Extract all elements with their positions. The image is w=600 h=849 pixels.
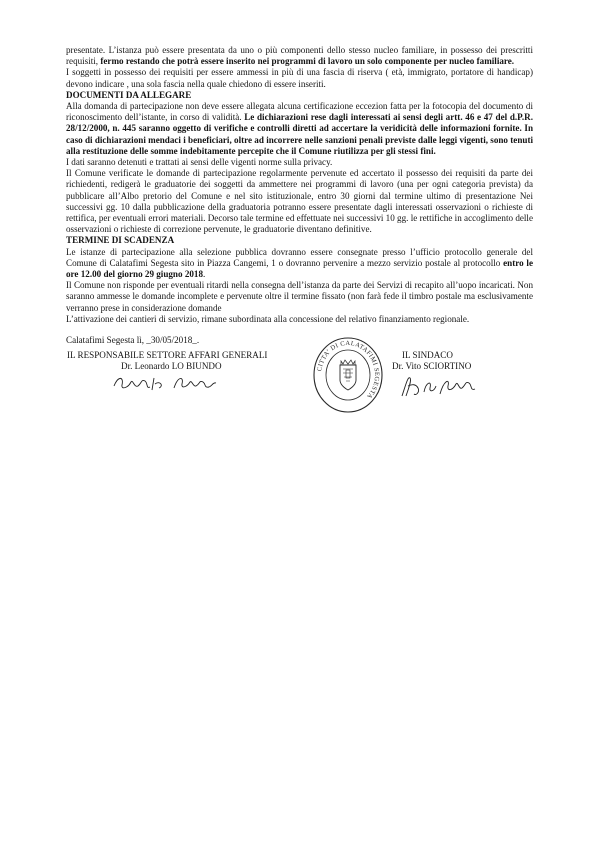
paragraph-privacy: I dati saranno detenuti e trattati ai sensi delle vigenti norme sulla privacy. [66,157,333,168]
paragraph-ritardi: Il Comune non risponde per eventuali ritardi nella consegna dell’istanza da parte dei Servizi di recapito all’uopo incaricati. Non saranno ammesse le domande incomplete e pervenute oltre il termine fissato (non farà fede il timbro postale ma esclusivamente verranno prese in considerazione domande [66,280,533,313]
date-line: Calatafimi Segesta lì, _30/05/2018_. [66,335,200,346]
paragraph-requisiti: presentate. L’istanza può essere presentata da uno o più componenti dello stesso nucleo familiare, in possesso dei prescritti requisiti, fermo restando che potrà essere inserito nei programmi di lavoro un solo componente per nucleo familiare. [66,45,533,67]
paragraph-graduatorie: Il Comune verificate le domande di partecipazione regolarmente pervenute ed accertato il possesso dei requisiti da parte dei richiedenti, redigerà le graduatorie dei soggetti da ammettere nei programmi di lavoro (una per ogni categoria prevista) da pubblicare all’Albo pretorio del Comune e nel sito istituzionale, entro 30 giorni dal termine ultimo di presentazione Nei successivi gg. 10 dalla pubblicazione della graduatoria potranno essere presentate dagli interessati osservazioni o richieste di rettifica, per eventuali errori materiali. Decorso tale termine ed effettuate nei successivi 10 gg. le rettifiche in accoglimento delle osservazioni o richieste di correzione pervenute, le graduatorie diventano definitive. [66,168,533,235]
municipal-seal [312,336,384,414]
signature-name: Dr. Leonardo LO BIUNDO [121,361,222,372]
paragraph-termine: Le istanze di partecipazione alla selezione pubblica dovranno essere consegnate presso l’ufficio protocollo generale del Comune di Calatafimi Segesta sito in Piazza Cangemi, 1 o dovranno pervenire a mezzo servizio postale al protocollo entro le ore 12.00 del giorno 29 giugno 2018. [66,246,533,280]
signature-role: IL RESPONSABILE SETTORE AFFARI GENERALI [67,350,268,360]
coat-of-arms-icon [340,360,356,390]
document-body [66,45,533,346]
signature-block-sindaco [388,350,528,372]
paragraph-fascia-riserva: I soggetti in possesso dei requisiti per essere ammessi in più di una fascia di riserva ( età, immigrato, portatore di handicap) devono indicare , una sola fascia nella quale chiedono di essere inseriti. [66,67,533,89]
heading-termine: TERMINE DI SCADENZA [66,235,175,246]
handwritten-signature-right [398,374,478,400]
bold-deadline: entro le ore 12.00 del giorno 29 giugno 2018 [66,257,533,280]
paragraph-documenti: Alla domanda di partecipazione non deve essere allegata alcuna certificazione eccezion fatta per la fotocopia del documento di riconoscimento dell’istante, in corso di validità. Le dichiarazioni rese dagli interessati ai sensi degli artt. 46 e 47 del d.P.R. 28/12/2000, n. 445 saranno oggetto di verifiche e controlli diretti ad accertare la veridicità delle informazioni fornite. In caso di dichiarazioni mendaci i beneficiari, oltre ad incorrere nelle sanzioni penali previste dalle leggi vigenti, sono tenuti alla restituzione delle somme indebitamente percepite che il Comune riutilizza per gli stessi fini. [66,101,533,156]
heading-documenti: DOCUMENTI DA ALLEGARE [66,89,192,100]
signature-block-responsabile [67,350,287,372]
bold-nucleo-familiare: fermo restando che potrà essere inserito nei programmi di lavoro un solo componente per nucleo familiare. [100,56,515,67]
seal-text: CITTA’ DI CALATAFIMI SEGESTA [316,339,381,400]
signature-role: IL SINDACO [402,350,453,360]
signature-name: Dr. Vito SCIORTINO [392,361,472,372]
paragraph-attivazione: L’attivazione dei cantieri di servizio, rimane subordinata alla concessione del relativo finanziamento regionale. [66,313,470,324]
handwritten-signature-left [112,372,222,396]
bold-dichiarazioni: Le dichiarazioni rese dagli interessati ai sensi degli artt. 46 e 47 del d.P.R. 28/12/2000, n. 445 saranno oggetto di verifiche e controlli diretti ad accertare la veridicità delle informazioni fornite. In caso di dichiarazioni mendaci i beneficiari, oltre ad incorrere nelle sanzioni penali previste dalle leggi vigenti, sono tenuti alla restituzione delle somme indebitamente percepite che il Comune riutilizza per gli stessi fini. [66,112,533,156]
